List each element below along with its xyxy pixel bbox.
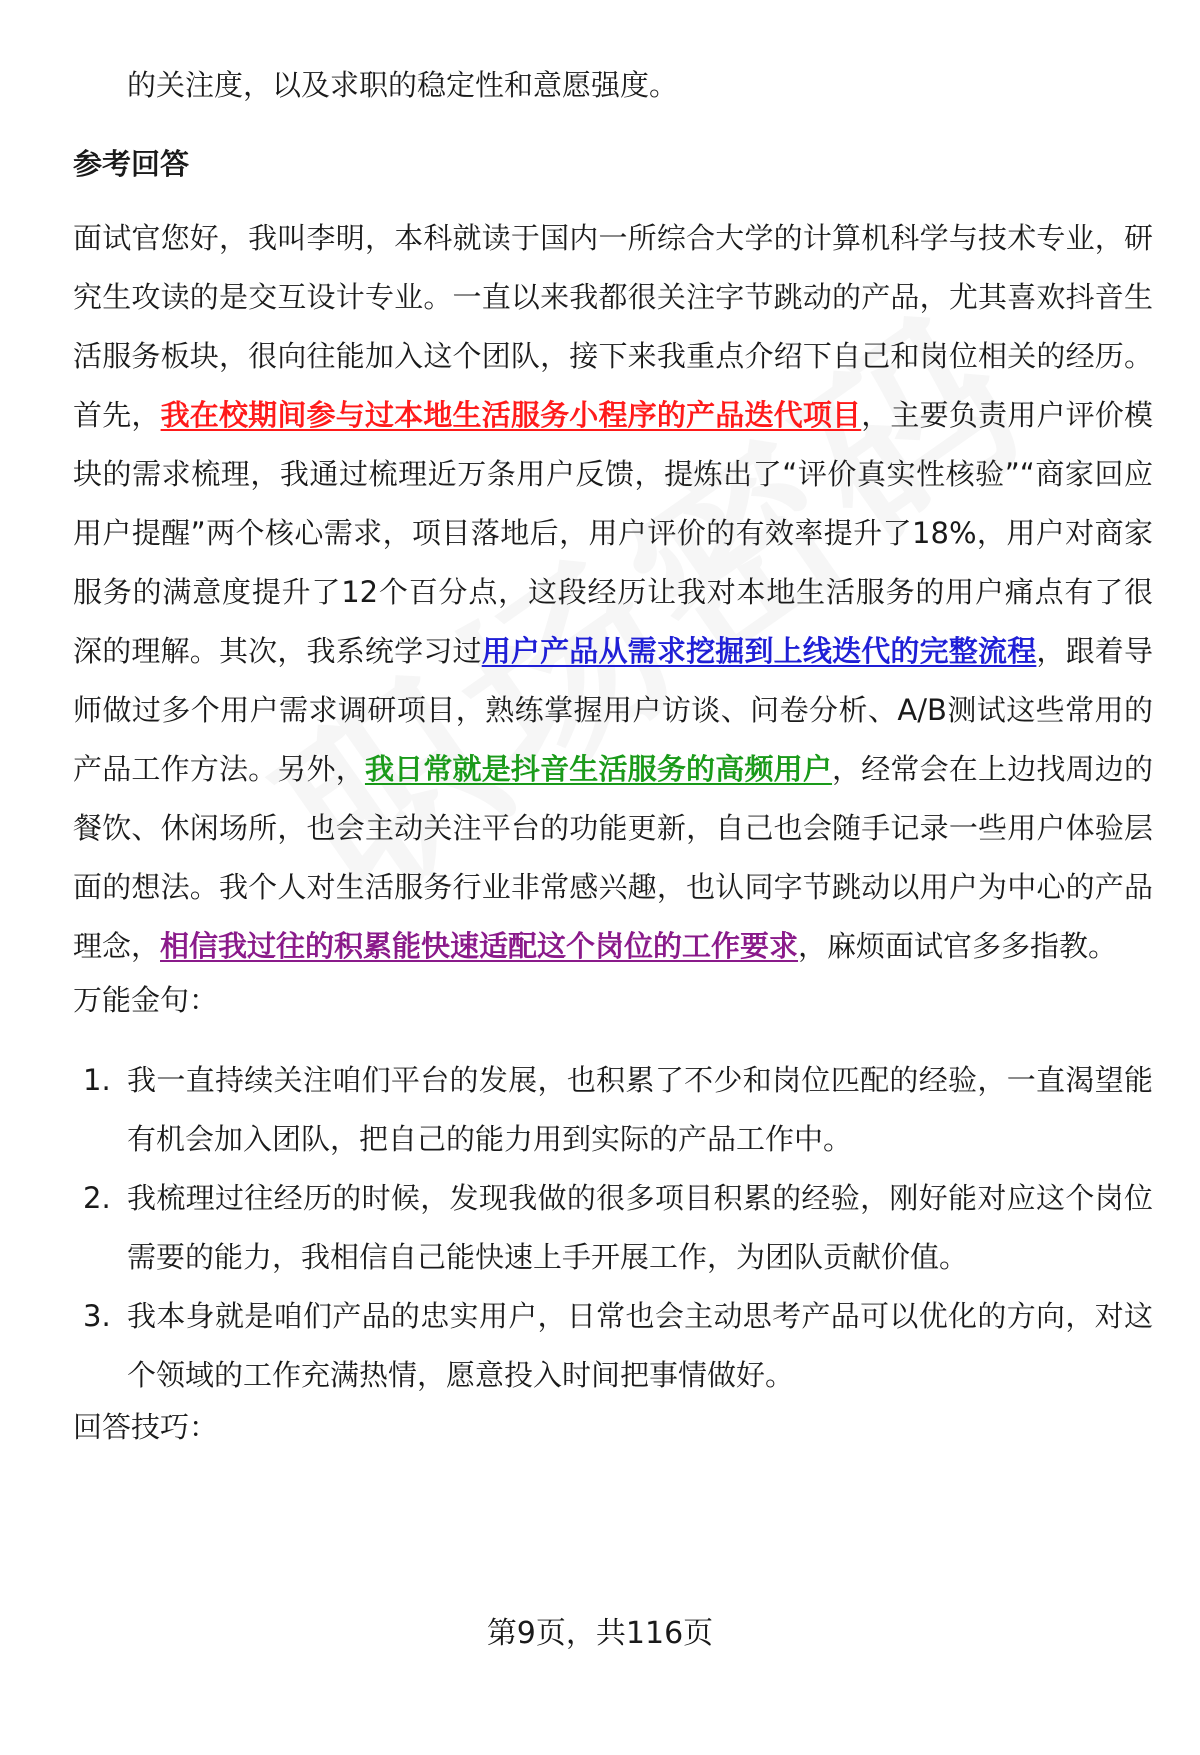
page-footer: 第9页，共116页 (486, 1616, 714, 1651)
golden-sentences-list (73, 1051, 1153, 1405)
list-number: 2. (83, 1181, 111, 1215)
list-item (73, 1051, 1153, 1169)
highlight-red: 我在校期间参与过本地生活服务小程序的产品迭代项目 (160, 398, 862, 432)
list-item (73, 1287, 1153, 1405)
section-heading: 参考回答 (73, 147, 190, 181)
list-item-text: 我一直持续关注咱们平台的发展，也积累了不少和岗位匹配的经验，一直渴望能有机会加入团队，把自己的能力用到实际的产品工作中。 (127, 1063, 1153, 1156)
list-item (73, 1169, 1153, 1287)
list-item-text: 我梳理过往经历的时候，发现我做的很多项目积累的经验，刚好能对应这个岗位需要的能力，我相信自己能快速上手开展工作，为团队贡献价值。 (127, 1181, 1153, 1274)
answer-tips-title: 回答技巧： (73, 1410, 219, 1444)
list-number: 3. (83, 1299, 111, 1333)
answer-text-2: ，主要负责用户评价模块的需求梳理，我通过梳理近万条用户反馈，提炼出了“评价真实性核验”“商家回应用户提醒”两个核心需求，项目落地后，用户评价的有效率提升了18%，用户对商家服务的满意度提升了12个百分点，这段经历让我对本地生活服务的用户痛点有了很深的理解。其次，我系统学习过 (73, 398, 1153, 668)
list-item-text: 我本身就是咱们产品的忠实用户，日常也会主动思考产品可以优化的方向，对这个领域的工作充满热情，愿意投入时间把事情做好。 (127, 1299, 1153, 1392)
reference-answer-paragraph (73, 209, 1153, 976)
highlight-green: 我日常就是抖音生活服务的高频用户 (364, 752, 833, 786)
answer-text-3: ，跟着导师做过多个用户需求调研项目，熟练掌握用户访谈、问卷分析、A/B测试这些常用的产品工作方法。另外， (73, 634, 1153, 786)
answer-text-5: ，麻烦面试官多多指教。 (798, 929, 1118, 963)
answer-text-4: ，经常会在上边找周边的餐饮、休闲场所，也会主动关注平台的功能更新，自己也会随手记录一些用户体验层面的想法。我个人对生活服务行业非常感兴趣，也认同字节跳动以用户为中心的产品理念， (73, 752, 1153, 963)
answer-text-1: 面试官您好，我叫李明，本科就读于国内一所综合大学的计算机科学与技术专业，研究生攻读的是交互设计专业。一直以来我都很关注字节跳动的产品，尤其喜欢抖音生活服务板块，很向往能加入这个团队，接下来我重点介绍下自己和岗位相关的经历。首先， (73, 221, 1153, 432)
highlight-purple: 相信我过往的积累能快速适配这个岗位的工作要求 (160, 929, 799, 963)
list-number: 1. (83, 1063, 111, 1097)
golden-sentences-title: 万能金句： (73, 983, 219, 1017)
intro-continuation: 的关注度，以及求职的稳定性和意愿强度。 (127, 68, 679, 102)
highlight-blue: 用户产品从需求挖掘到上线迭代的完整流程 (481, 634, 1037, 668)
